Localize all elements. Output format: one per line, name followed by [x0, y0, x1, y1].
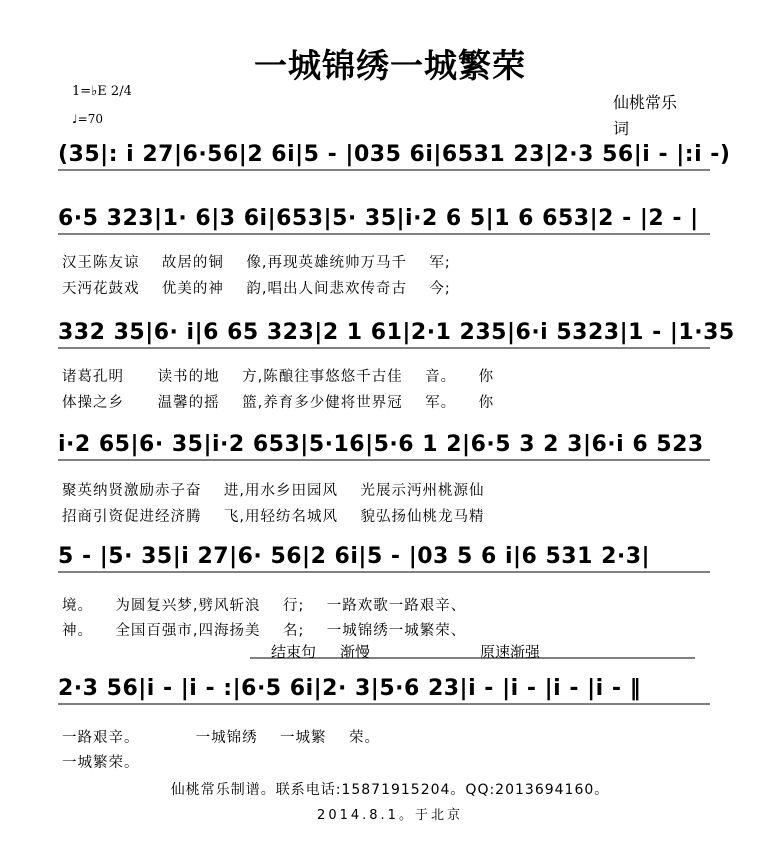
lyric-line: 诸葛孔明 读书的地 方,陈酿往事悠悠千古佳 音。 你 — [62, 369, 495, 385]
lyric-line: 神。 全国百强市,四海扬美 名; 一城锦绣一城繁荣、 — [62, 623, 467, 639]
music-system-1 — [58, 136, 731, 176]
ending-label: 结束句 — [271, 643, 317, 661]
music-system-3 — [58, 314, 735, 354]
lyric-line: 体操之乡 温馨的摇 篮,养育多少健将世界冠 军。 你 — [62, 395, 495, 411]
music-system-6 — [58, 670, 710, 710]
notation-line: 332 35|6· i|6 65 323|2 1 61|2·1 235|6·i 5323|1 - |1·35 — [58, 320, 735, 345]
notation-line: i·2 65|6· 35|i·2 653|5·16|5·6 1 2|6·5 3 2 3|6·i 6 523 — [58, 432, 704, 457]
music-system-5 — [58, 538, 710, 578]
slow-label: 渐慢 — [340, 643, 371, 661]
music-system-2 — [58, 200, 710, 240]
notation-line: (35|: i 27|6·56|2 6i|5 - |035 6i|6531 23|2·3 56|i - |:i -) — [58, 142, 731, 167]
lyric-line: 一城繁荣。 — [62, 755, 140, 771]
lyric-line: 天沔花鼓戏 优美的神 韵,唱出人间悲欢传奇古 今; — [62, 281, 451, 297]
lyricist-label: 词 — [613, 119, 630, 138]
lyric-line: 一路艰辛。 一城锦绣 一城繁 荣。 — [62, 730, 380, 746]
music-system-4 — [58, 426, 710, 466]
ending-bracket-line — [250, 656, 710, 666]
lyric-line: 汉王陈友谅 故居的铜 像,再现英雄统帅万马千 军; — [62, 255, 451, 271]
underline-marks — [58, 670, 710, 710]
composer: 仙桃常乐 — [613, 93, 678, 112]
resume-label: 原速渐强 — [480, 643, 541, 661]
underline-marks — [58, 538, 710, 578]
key-signature: 1=♭E 2/4 — [72, 84, 132, 99]
tempo-marking: ♩=70 — [72, 112, 103, 126]
footer-credit: 仙桃常乐制谱。联系电话:15871915204。QQ:2013694160。 — [170, 782, 610, 798]
underline-marks — [58, 200, 710, 240]
underline-marks — [58, 136, 731, 176]
notation-line: 6·5 323|1· 6|3 6i|653|5· 35|i·2 6 5|1 6 653|2 - |2 - | — [58, 206, 699, 231]
song-title: 一城锦绣一城繁荣 — [254, 46, 526, 85]
footer-date: 2014.8.1。于北京 — [317, 808, 463, 823]
lyric-line: 境。 为圆复兴梦,劈风斩浪 行; 一路欢歌一路艰辛、 — [62, 598, 467, 614]
underline-marks — [58, 314, 735, 354]
notation-line: 5 - |5· 35|i 27|6· 56|2 6i|5 - |03 5 6 i|6 531 2·3| — [58, 544, 651, 569]
notation-line: 2·3 56|i - |i - :|6·5 6i|2· 3|5·6 23|i - |i - |i - |i - ‖ — [58, 676, 642, 701]
lyric-line: 招商引资促进经济腾 飞,用轻纺名城风 貌弘扬仙桃龙马精 — [62, 509, 485, 525]
underline-marks — [58, 426, 710, 466]
lyric-line: 聚英纳贤激励赤子奋 进,用水乡田园风 光展示沔州桃源仙 — [62, 483, 485, 499]
